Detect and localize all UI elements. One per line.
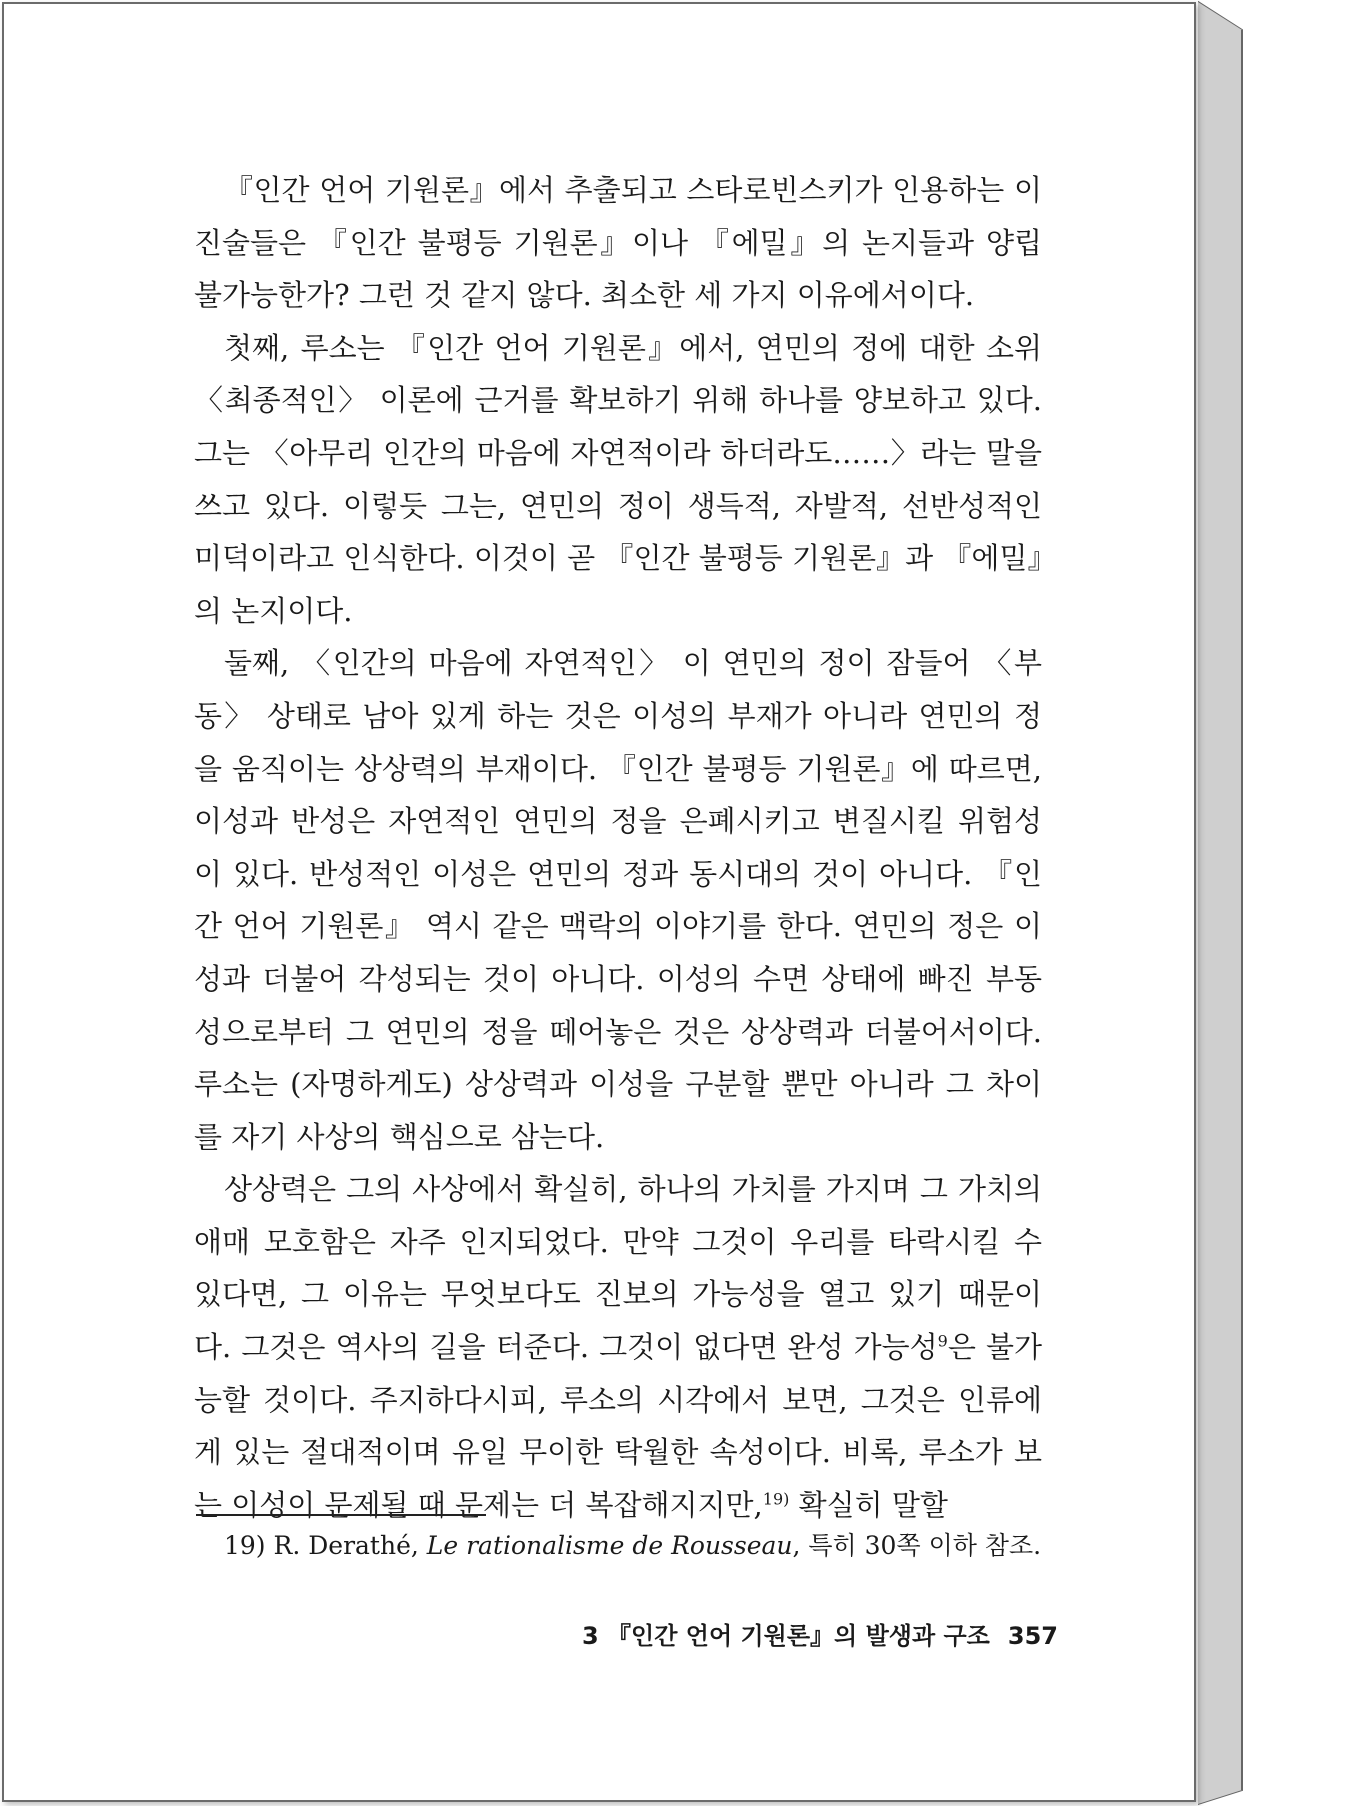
chapter-title: 3 『인간 언어 기원론』의 발생과 구조 [582, 1622, 990, 1650]
body-text [194, 164, 1042, 1531]
book-page [2, 2, 1196, 1802]
paragraph-4-start: 상상력은 그의 사상에서 확실히, 하나의 가치를 가지며 그 가치의 애매 모호함은 자주 인지되었다. 만약 그것이 우리를 타락시킬 수 있다면, 그 이유는 무엇보다도 진보의 가능성을 열고 있기 때문이다. 그것은 역사의 길을 터준다. 그것이 없다면 완성 가능성 [194, 1172, 1042, 1365]
paragraph-2: 첫째, 루소는 『인간 언어 기원론』에서, 연민의 정에 대한 소위 〈최종적인〉 이론에 근거를 확보하기 위해 하나를 양보하고 있다. 그는 〈아무리 인간의 마음에 자연적이라 하더라도……〉라는 말을 쓰고 있다. 이렇듯 그는, 연민의 정이 생득적, 자발적, 선반성적인 미덕이라고 인식한다. 이것이 곧 『인간 불평등 기원론』과 『에밀』의 논지이다. [194, 330, 1042, 628]
running-footer [564, 1616, 1058, 1651]
book-edge-shape [1198, 0, 1354, 1806]
paragraph-4-end: 확실히 말할 [789, 1487, 948, 1522]
footnote-divider [196, 1514, 486, 1516]
paragraph-4-middle: 은 불가능할 것이다. 주지하다시피, 루소의 시각에서 보면, 그것은 인류에게 있는 절대적이며 유일 무이한 탁월한 속성이다. 비록, 루소가 보는 이성이 문제될 때 문제는 더 복잡해지지만, [194, 1330, 1042, 1522]
footnote-title: Le rationalisme de Rousseau [426, 1531, 793, 1560]
footnote-rest: , 특히 30쪽 이하 참조. [792, 1531, 1042, 1560]
paragraph-1: 『인간 언어 기원론』에서 추출되고 스타로빈스키가 인용하는 이 진술들은 『인간 불평등 기원론』이나 『에밀』의 논지들과 양립 불가능한가? 그런 것 같지 않다. 최소한 세 가지 이유에서이다. [194, 173, 1042, 313]
page-number: 357 [1007, 1622, 1058, 1650]
superscript-9: 9 [937, 1331, 948, 1351]
footnote-19 [224, 1526, 1044, 1566]
footnote-ref-19[interactable]: 19) [762, 1489, 790, 1509]
paragraph-3: 둘째, 〈인간의 마음에 자연적인〉 이 연민의 정이 잠들어 〈부동〉 상태로 남아 있게 하는 것은 이성의 부재가 아니라 연민의 정을 움직이는 상상력의 부재이다. 『인간 불평등 기원론』에 따르면, 이성과 반성은 자연적인 연민의 정을 은폐시키고 변질시킬 위험성이 있다. 반성적인 이성은 연민의 정과 동시대의 것이 아니다. 『인간 언어 기원론』 역시 같은 맥락의 이야기를 한다. 연민의 정은 이성과 더불어 각성되는 것이 아니다. 이성의 수면 상태에 빠진 부동성으로부터 그 연민의 정을 떼어놓은 것은 상상력과 더불어서이다. 루소는 (자명하게도) 상상력과 이성을 구분할 뿐만 아니라 그 차이를 자기 사상의 핵심으로 삼는다. [194, 646, 1042, 1154]
paragraph-4 [194, 1163, 1042, 1531]
footnote-number: 19) R. Derathé, [224, 1531, 427, 1560]
